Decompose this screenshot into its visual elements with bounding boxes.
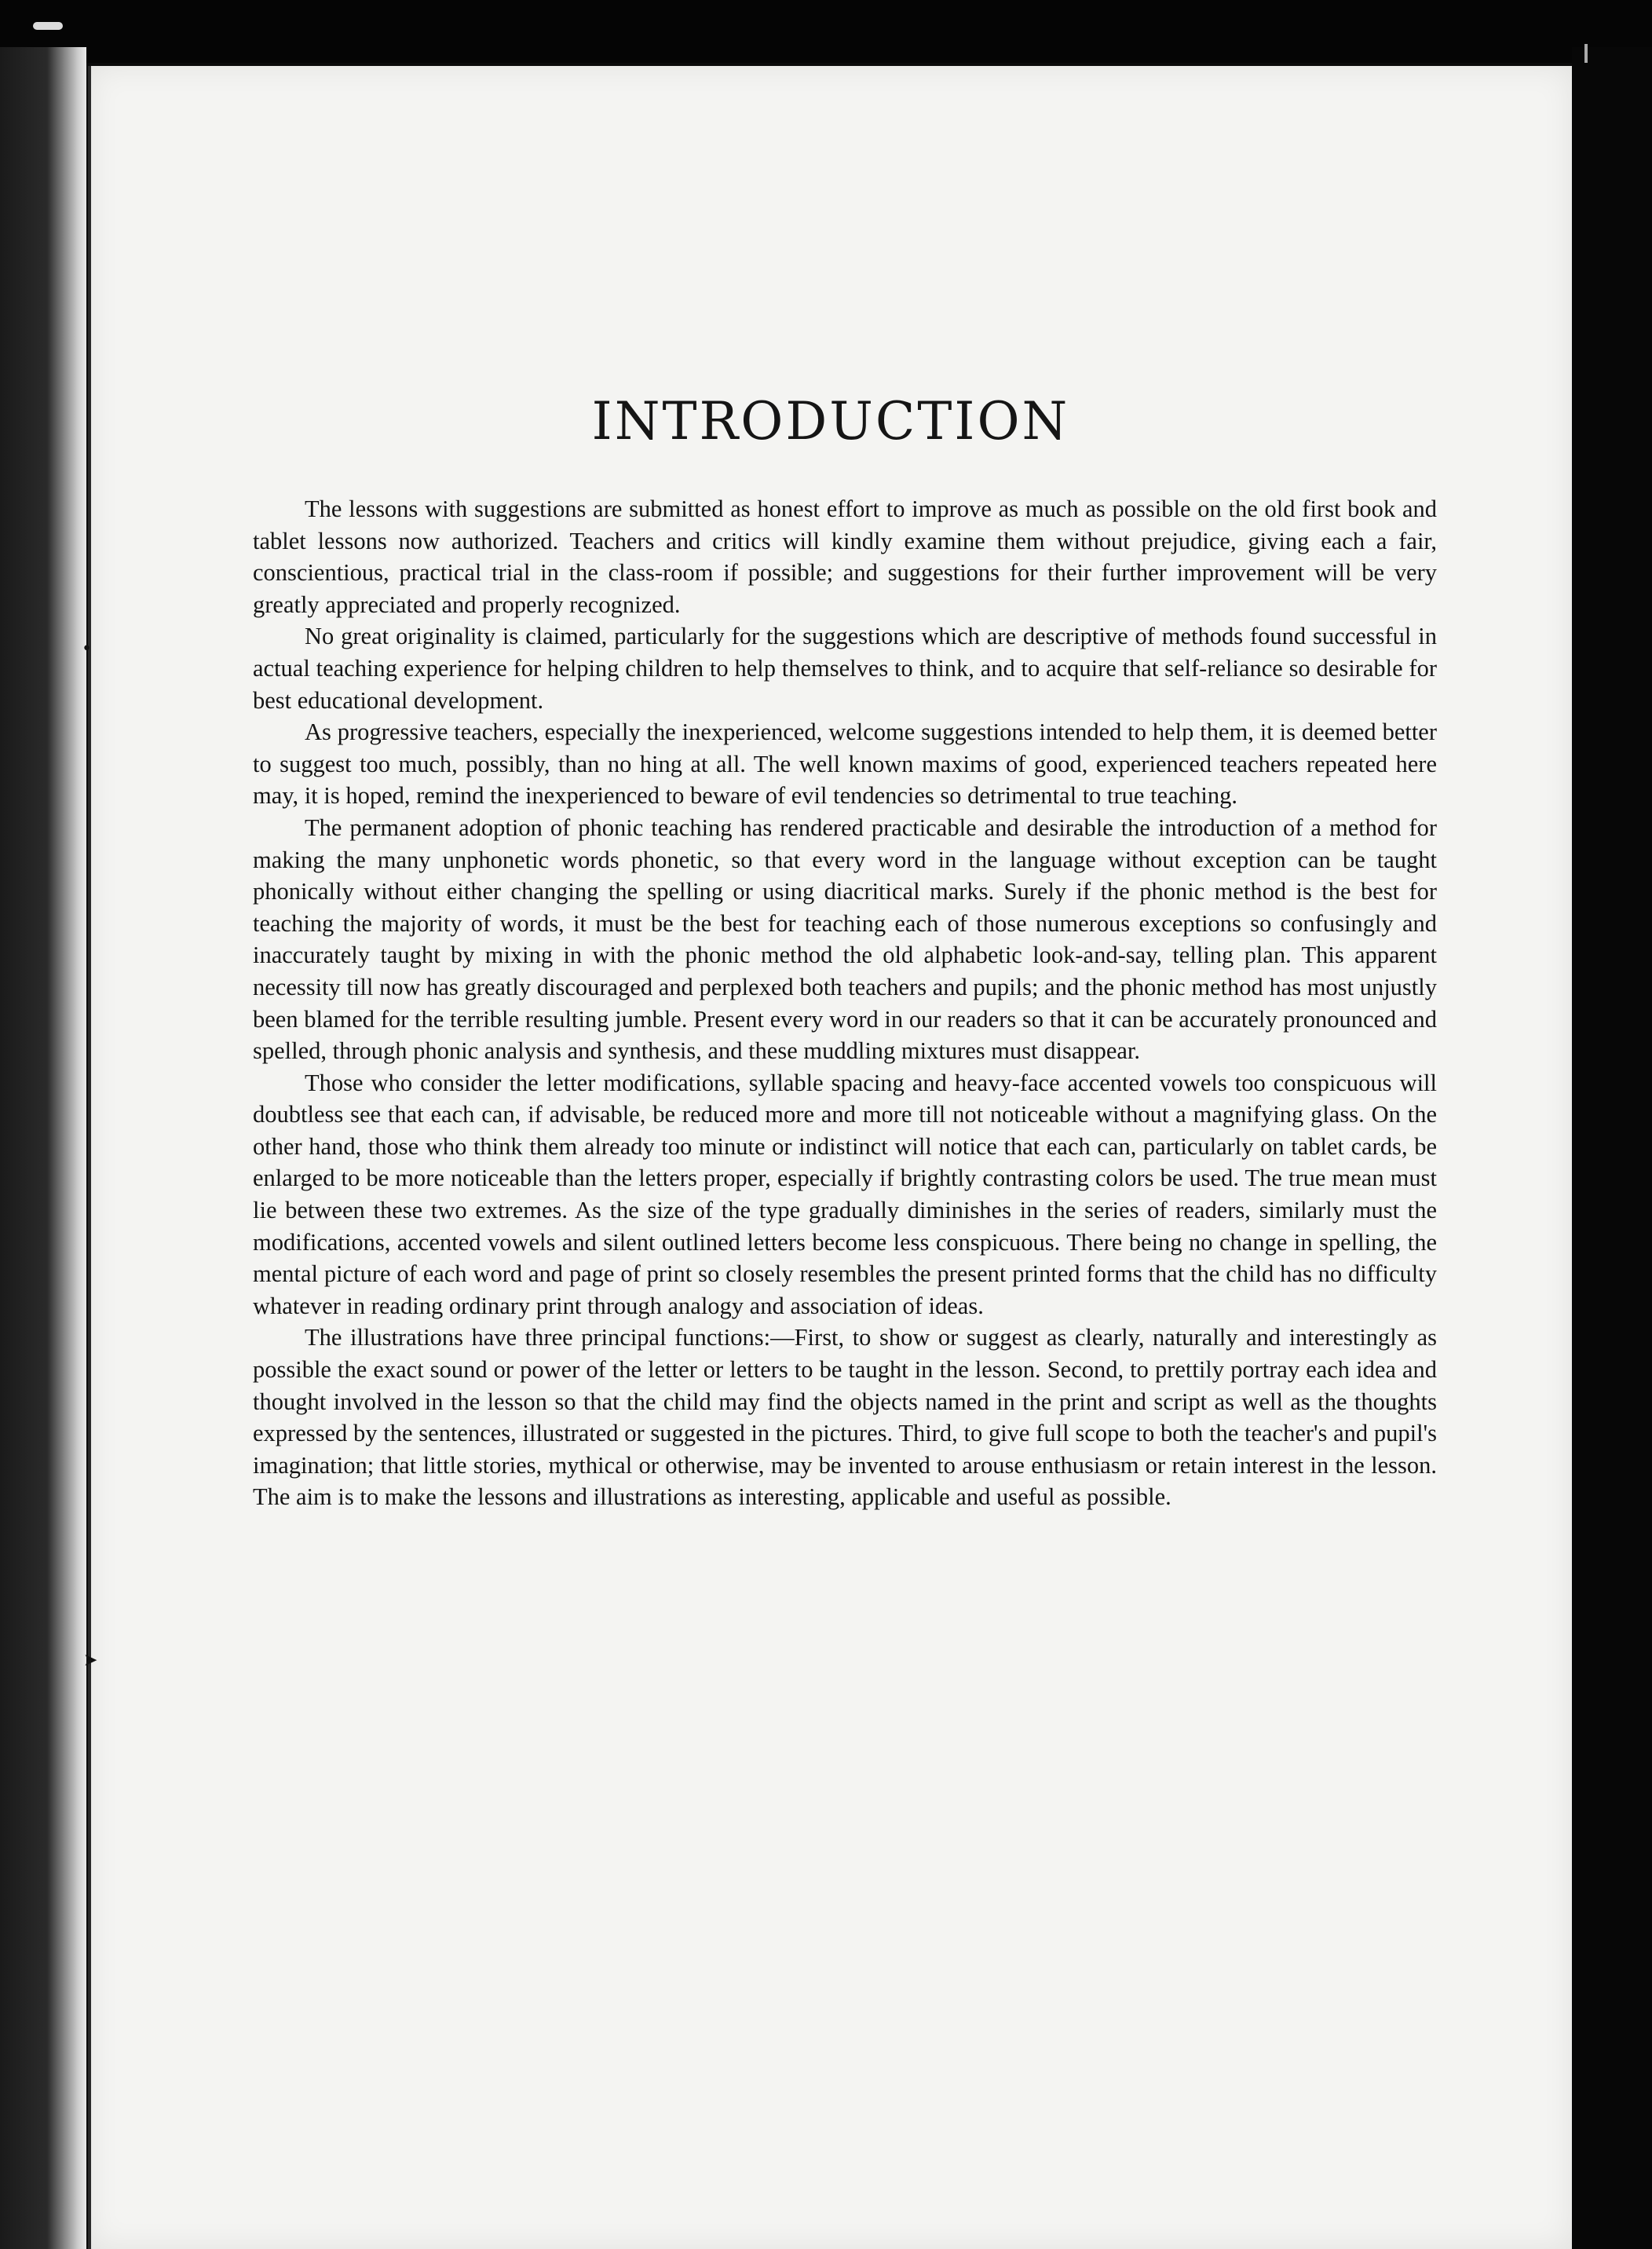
paragraph: The permanent adoption of phonic teaching has rendered practicable and desirable the introduction of a method for making the many unphonetic words phonetic, so that every word in the language without exception can be taught phonically without either changing the spelling or using diacritical marks. Surely if the phonic method is the best for teaching the majority of words, it must be the best for teaching each of those numerous exceptions so confusingly and inaccurately taught by mixing in with the phonic method the old alphabetic look-and-say, telling plan. This apparent necessity till now has greatly discouraged and perplexed both teachers and pupils; and the phonic method has most unjustly been blamed for the terrible resulting jumble. Present every word in our readers so that it can be accurately pronounced and spelled, through phonic analysis and synthesis, and these muddling mixtures must disappear. (253, 814, 1437, 1065)
scan-left-border (0, 47, 86, 2249)
scan-top-border (0, 0, 1652, 63)
paragraph: No great originality is claimed, particularly for the suggestions which are descriptive of methods found successful in actual teaching experience for helping children to help themselves to think, and to acquire that self-reliance so desirable for best educational development. (253, 623, 1437, 714)
paragraph: The lessons with suggestions are submitted as honest effort to improve as much as possible on the old first book and tablet lessons now authorized. Teachers and critics will kindly examine them without prejudice, giving each a fair, conscientious, practical trial in the class-room if possible; and suggestions for their further improvement will be very greatly appreciated and properly recognized. (253, 496, 1437, 618)
margin-arrow-icon: ➤ (83, 1651, 98, 1670)
paragraph: The illustrations have three principal functions:—First, to show or suggest as clearly, naturally and interestingly as possible the exact sound or power of the letter or letters to be taught in the lesson. Second, to prettily portray each idea and thought involved in the lesson so that the child may find the objects named in the print and script as well as the thoughts expressed by the sentences, illustrated or suggested in the pictures. Third, to give full scope to both the teacher's and pupil's imagination; that little stories, mythical or otherwise, may be invented to arouse enthusiasm or retain interest in the lesson. The aim is to make the lessons and illustrations as interesting, applicable and useful as possible. (253, 1324, 1437, 1511)
scan-right-border (1572, 47, 1652, 2249)
scan-edge-mark (33, 22, 63, 30)
paragraph: Those who consider the letter modifications, syllable spacing and heavy-face accented vowels too conspicuous will doubtless see that each can, if advisable, be reduced more and more till not noticeable without a magnifying glass. On the other hand, those who think them already too minute or indistinct will notice that each can, particularly on tablet cards, be enlarged to be more noticeable than the letters proper, especially if brightly contrasting colors be used. The true mean must lie between these two extremes. As the size of the type gradually diminishes in the series of readers, similarly must the modifications, accented vowels and silent outlined letters become less conspicuous. There being no change in spelling, the mental picture of each word and page of print so closely resembles the present printed forms that the child has no difficulty whatever in reading ordinary print through analogy and association of ideas. (253, 1069, 1437, 1319)
margin-dot-icon: • (82, 639, 92, 659)
page-title: INTRODUCTION (591, 391, 1070, 452)
paragraph: As progressive teachers, especially the inexperienced, welcome suggestions intended to help them, it is deemed better to suggest too much, possibly, than no hing at all. The well known maxims of good, experienced teachers repeated here may, it is hoped, remind the inexperienced to beware of evil tendencies so detrimental to true teaching. (253, 719, 1437, 810)
scan-edge-tick (1584, 44, 1588, 63)
page-body (253, 493, 1437, 1513)
